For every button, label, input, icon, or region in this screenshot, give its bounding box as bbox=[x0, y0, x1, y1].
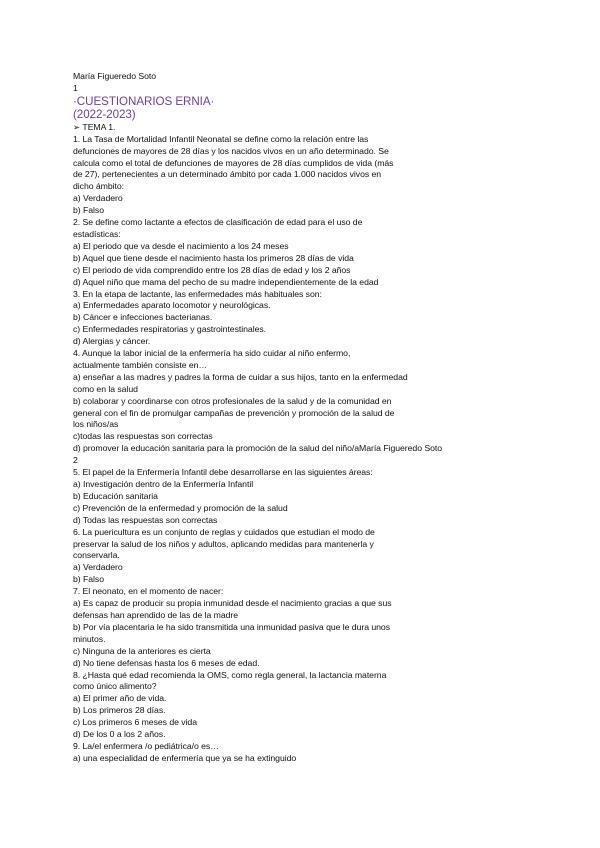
text-line: d) Todas las respuestas son correctas bbox=[73, 514, 218, 525]
text-line: a) Verdadero bbox=[73, 562, 123, 573]
text-line: b) Falso bbox=[73, 574, 104, 585]
text-line: como único alimento? bbox=[73, 681, 157, 692]
text-line: b) Por vía placentaria le ha sido transmitida una inmunidad pasiva que le dura unos bbox=[73, 621, 391, 632]
text-line: actualmente también consiste en… bbox=[73, 359, 208, 370]
text-line: b) colaborar y coordinarse con otros profesionales de la salud y de la comunidad en bbox=[73, 395, 392, 406]
text-line: conservarla. bbox=[73, 550, 120, 561]
text-line: a) El periodo que va desde el nacimiento a los 24 meses bbox=[73, 240, 289, 251]
text-line: dicho ámbito: bbox=[73, 181, 125, 192]
text-line: a) Investigación dentro de la Enfermería Infantil bbox=[73, 479, 254, 489]
text-line: 9. La/el enfermera /o pediátrica/o es… bbox=[73, 740, 219, 751]
text-line: c) Ninguna de la anteriores es cierta bbox=[73, 645, 211, 656]
text-line: b) Falso bbox=[73, 205, 104, 216]
text-line: d) Alergias y cáncer. bbox=[73, 336, 151, 347]
text-line: c) Enfermedades respiratorias y gastrointestinales. bbox=[73, 324, 267, 335]
text-line: general con el fin de promulgar campañas de prevención y promoción de la salud de bbox=[73, 407, 395, 418]
text-line: b) Cáncer e infecciones bacterianas. bbox=[73, 312, 213, 323]
text-line: 5. El papel de la Enfermería Infantil debe desarrollarse en las siguientes áreas: bbox=[73, 467, 373, 478]
text-line: calcula como el total de defunciones de mayores de 28 días cumplidos de vida (más bbox=[73, 157, 394, 168]
text-line: a) enseñar a las madres y padres la forma de cuidar a sus hijos, tanto en la enfermedad bbox=[73, 371, 408, 382]
text-line: de 27), pertenecientes a un determinado ámbito por cada 1.000 nacidos vivos en bbox=[73, 169, 382, 180]
text-line: d) promover la educación sanitaria para la promoción de la salud del niño/aMaría Figueredo Soto bbox=[73, 443, 443, 454]
text-line: c)todas las respuestas son correctas bbox=[73, 431, 213, 442]
text-line: d) Aquel niño que mama del pecho de su madre independientemente de la edad bbox=[73, 276, 379, 287]
text-line: a) El primer año de vida. bbox=[73, 693, 167, 704]
text-line: 6. La puericultura es un conjunto de reglas y cuidados que estudian el modo de bbox=[73, 526, 375, 537]
text-line: d) De los 0 a los 2 años. bbox=[73, 729, 166, 740]
text-line: los niños/as bbox=[73, 419, 119, 430]
text-line: 3. En la etapa de lactante, las enfermedades más habituales son: bbox=[73, 288, 322, 299]
theme-heading: ➢ TEMA 1. bbox=[73, 121, 116, 132]
text-line: minutos. bbox=[73, 633, 106, 644]
text-line: a) Enfermedades aparato locomotor y neurológicas. bbox=[73, 300, 271, 311]
text-line: preservar la salud de los niños y adultos, aplicando medidas para mantenerla y bbox=[73, 538, 374, 549]
text-line: 7. El neonato, en el momento de nacer: bbox=[73, 586, 224, 597]
text-line: a) una especialidad de enfermería que ya se ha extinguido bbox=[73, 752, 297, 763]
page-number: 1 bbox=[73, 82, 78, 93]
author-name: María Figueredo Soto bbox=[73, 71, 157, 81]
document-content bbox=[73, 71, 473, 765]
text-line: c) El periodo de vida comprendido entre los 28 días de edad y los 2 años bbox=[73, 264, 351, 275]
text-line: a) Es capaz de producir su propia inmunidad desde el nacimiento gracias a que sus bbox=[73, 598, 392, 609]
text-line: estadísticas: bbox=[73, 228, 121, 239]
text-line: 2. Se define como lactante a efectos de clasificación de edad para el uso de bbox=[73, 217, 363, 228]
text-line: 2 bbox=[73, 455, 78, 466]
text-line: 8. ¿Hasta qué edad recomienda la OMS, como regla general, la lactancia materna bbox=[73, 669, 387, 680]
text-line: b) Los primeros 28 días. bbox=[73, 705, 166, 716]
text-line: 4. Aunque la labor inicial de la enfermería ha sido cuidar al niño enfermo, bbox=[73, 348, 351, 359]
text-line: como en la salud bbox=[73, 383, 138, 394]
text-line: c) Prevención de la enfermedad y promoción de la salud bbox=[73, 502, 288, 513]
text-line: b) Educación sanitaria bbox=[73, 490, 158, 501]
text-line: defunciones de mayores de 28 días y los nacidos vivos en un año determinado. Se bbox=[73, 145, 389, 156]
questionnaire-body bbox=[73, 134, 473, 765]
text-line: b) Aquel que tiene desde el nacimiento hasta los primeros 28 días de vida bbox=[73, 252, 354, 263]
document-years: (2022-2023) bbox=[73, 108, 136, 122]
document-title: ·CUESTIONARIOS ERNIA· bbox=[73, 94, 215, 108]
text-line: c) Los primeros 6 meses de vida bbox=[73, 717, 197, 728]
text-line: d) No tiene defensas hasta los 6 meses de edad. bbox=[73, 657, 260, 668]
text-line: a) Verdadero bbox=[73, 193, 123, 204]
text-line: defensas han aprendido de las de la madre bbox=[73, 609, 239, 620]
text-line: 1. La Tasa de Mortalidad Infantil Neonatal se define como la relación entre las bbox=[73, 133, 369, 144]
